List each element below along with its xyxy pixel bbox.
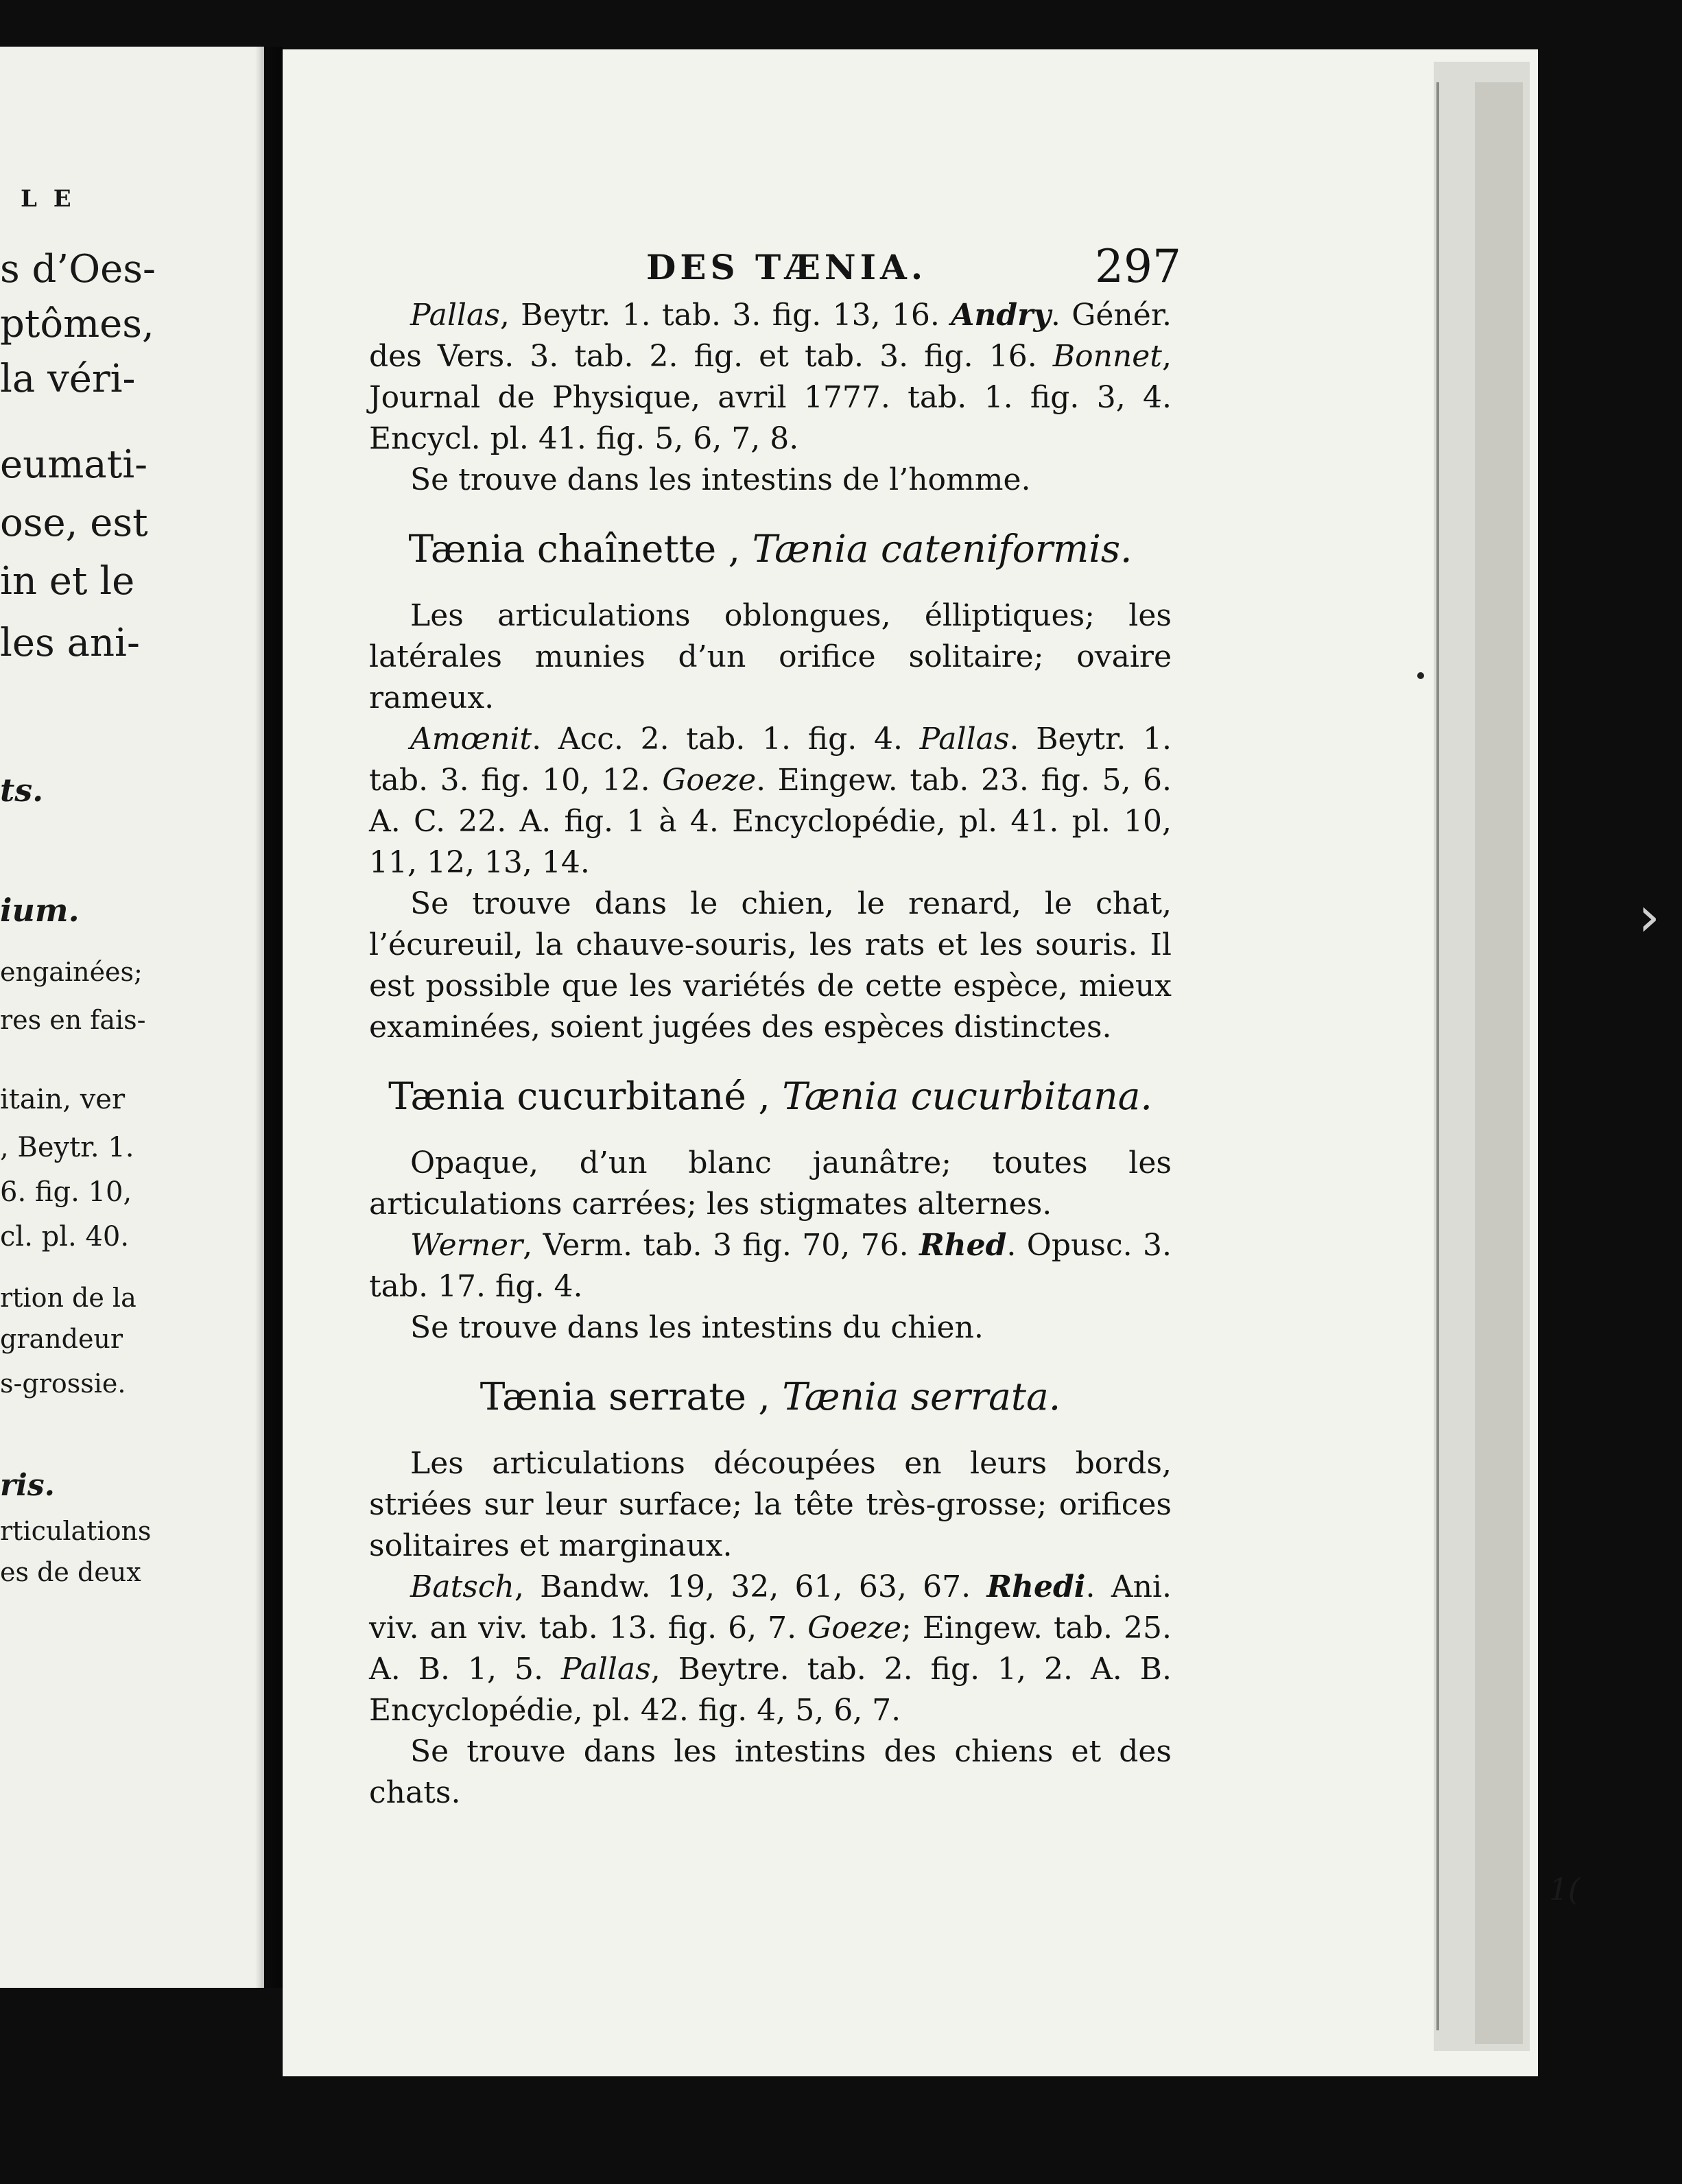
entry-references [369, 1567, 1172, 1731]
species-sep: , [746, 1375, 783, 1419]
entry-description: Opaque, d’un blanc jaunâtre; toutes les articulations carrées; les stigmates alternes. [369, 1146, 1172, 1222]
left-page-fragment: grandeur [0, 1324, 123, 1354]
left-page-fragment: ium. [0, 892, 80, 929]
reference-author: Amœnit [410, 722, 532, 757]
page-edge-stack-inner [1475, 82, 1523, 2044]
left-page-fragment: 6. fig. 10, [0, 1176, 132, 1208]
reference-text: . Ani. viv. an viv. tab. 13. fig. 6, 7. [369, 1569, 1172, 1646]
chevron-right-icon: › [1638, 885, 1660, 949]
reference-text: . Génér. des Vers. 3. tab. 2. fig. et tab. 3. fig. 16. [369, 298, 1172, 374]
reference-text: , Beytr. 1. tab. 3. fig. 13, 16. [499, 298, 951, 333]
edge-page-fragment: 1( [1549, 1873, 1580, 1908]
species-name-latin: Tænia cateniformis. [752, 527, 1133, 571]
page-header [646, 240, 1181, 295]
left-page-fragment: in et le [0, 559, 135, 604]
left-page-fragment: ptômes, [0, 302, 154, 346]
species-heading [369, 1376, 1172, 1417]
ink-dot [1417, 672, 1424, 679]
reference-author: Rhed [919, 1228, 1007, 1263]
entry-habitat: Se trouve dans les intestins des chiens et des chats. [369, 1734, 1172, 1810]
reference-author: Pallas [919, 722, 1010, 757]
species-name-fr: Tænia serrate [479, 1375, 746, 1419]
reference-author: Batsch [410, 1569, 514, 1604]
reference-text: , Verm. tab. 3 fig. 70, 76. [523, 1228, 920, 1263]
species-sep: , [716, 527, 753, 571]
reference-author: Andry [951, 298, 1051, 333]
left-page-fragment: rtion de la [0, 1283, 137, 1313]
reference-text: . Acc. 2. tab. 1. fig. 4. [532, 722, 920, 757]
left-page-fragment: les ani- [0, 621, 140, 665]
species-name-fr: Tænia cucurbitané [388, 1074, 746, 1118]
reference-text: , Beytre. tab. 2. fig. 1, 2. A. B. Encyclopédie, pl. 42. fig. 4, 5, 6, 7. [369, 1652, 1172, 1728]
entry-habitat: Se trouve dans le chien, le renard, le chat, l’écureuil, la chauve-souris, les rats et les souris. Il est possible que les variétés de cette espèce, mieux examinées, soient jugées des espèces distinctes. [369, 886, 1172, 1045]
gutter-shadow [255, 47, 283, 1988]
reference-author: Pallas [560, 1652, 651, 1687]
entry-references [369, 295, 1172, 460]
left-page-fragment: engainées; [0, 957, 143, 987]
running-head: DES TÆNIA. [646, 247, 927, 287]
reference-text: . Opusc. 3. tab. 17. fig. 4. [369, 1228, 1172, 1304]
species-heading [369, 528, 1172, 569]
left-page-fragment: ose, est [0, 501, 148, 545]
left-page-fragment: cl. pl. 40. [0, 1221, 130, 1253]
left-page-fragment: res en fais- [0, 1005, 146, 1035]
page-edge-line [1436, 82, 1439, 2030]
left-page-fragment: eumati- [0, 442, 148, 487]
left-page-fragment: L E [21, 185, 75, 213]
left-page-fragment: , Beytr. 1. [0, 1132, 134, 1163]
left-page-fragment: la véri- [0, 357, 136, 401]
species-name-latin: Tænia serrata. [782, 1375, 1061, 1419]
left-page-fragment: es de deux [0, 1557, 141, 1587]
reference-author: Werner [410, 1228, 523, 1263]
reference-author: Goeze [662, 763, 757, 798]
species-heading [369, 1076, 1172, 1117]
reference-author: Goeze [807, 1611, 901, 1646]
entry-habitat: Se trouve dans les intestins du chien. [410, 1310, 984, 1345]
text-block [369, 295, 1172, 1814]
left-page-fragment: s d’Oes- [0, 247, 156, 292]
reference-text: . Beytr. 1. tab. 3. fig. 10, 12. [369, 722, 1172, 798]
page-number: 297 [1095, 240, 1181, 293]
reference-text: , Bandw. 19, 32, 61, 63, 67. [514, 1569, 987, 1604]
entry-habitat: Se trouve dans les intestins de l’homme. [410, 462, 1031, 497]
reference-text: , Journal de Physique, avril 1777. tab. 1. fig. 3, 4. Encycl. pl. 41. fig. 5, 6, 7, 8. [369, 339, 1172, 456]
entry-description: Les articulations oblongues, élliptiques; les latérales munies d’un orifice solitaire; ovaire rameux. [369, 598, 1172, 715]
left-facing-page [0, 47, 264, 1988]
reference-text: . Eingew. tab. 23. fig. 5, 6. A. C. 22. A. fig. 1 à 4. Encyclopédie, pl. 41. pl. 10, 11, 12, 13, 14. [369, 763, 1172, 880]
reference-author: Pallas [410, 298, 500, 333]
reference-author: Rhedi [986, 1569, 1086, 1604]
species-sep: , [746, 1074, 783, 1118]
entry-references [369, 1225, 1172, 1307]
reference-text: ; Eingew. tab. 25. A. B. 1, 5. [369, 1611, 1172, 1687]
left-page-fragment: itain, ver [0, 1084, 126, 1115]
species-name-latin: Tænia cucurbitana. [782, 1074, 1152, 1118]
species-name-fr: Tænia chaînette [408, 527, 717, 571]
entry-references [369, 719, 1172, 883]
left-page-fragment: ris. [0, 1468, 55, 1503]
left-page-fragment: rticulations [0, 1516, 152, 1546]
reference-author: Bonnet [1052, 339, 1162, 374]
entry-description: Les articulations découpées en leurs bords, striées sur leur surface; la tête très-grosse; orifices solitaires et marginaux. [369, 1446, 1172, 1563]
left-page-fragment: ts. [0, 772, 44, 809]
left-page-fragment: s-grossie. [0, 1368, 126, 1399]
